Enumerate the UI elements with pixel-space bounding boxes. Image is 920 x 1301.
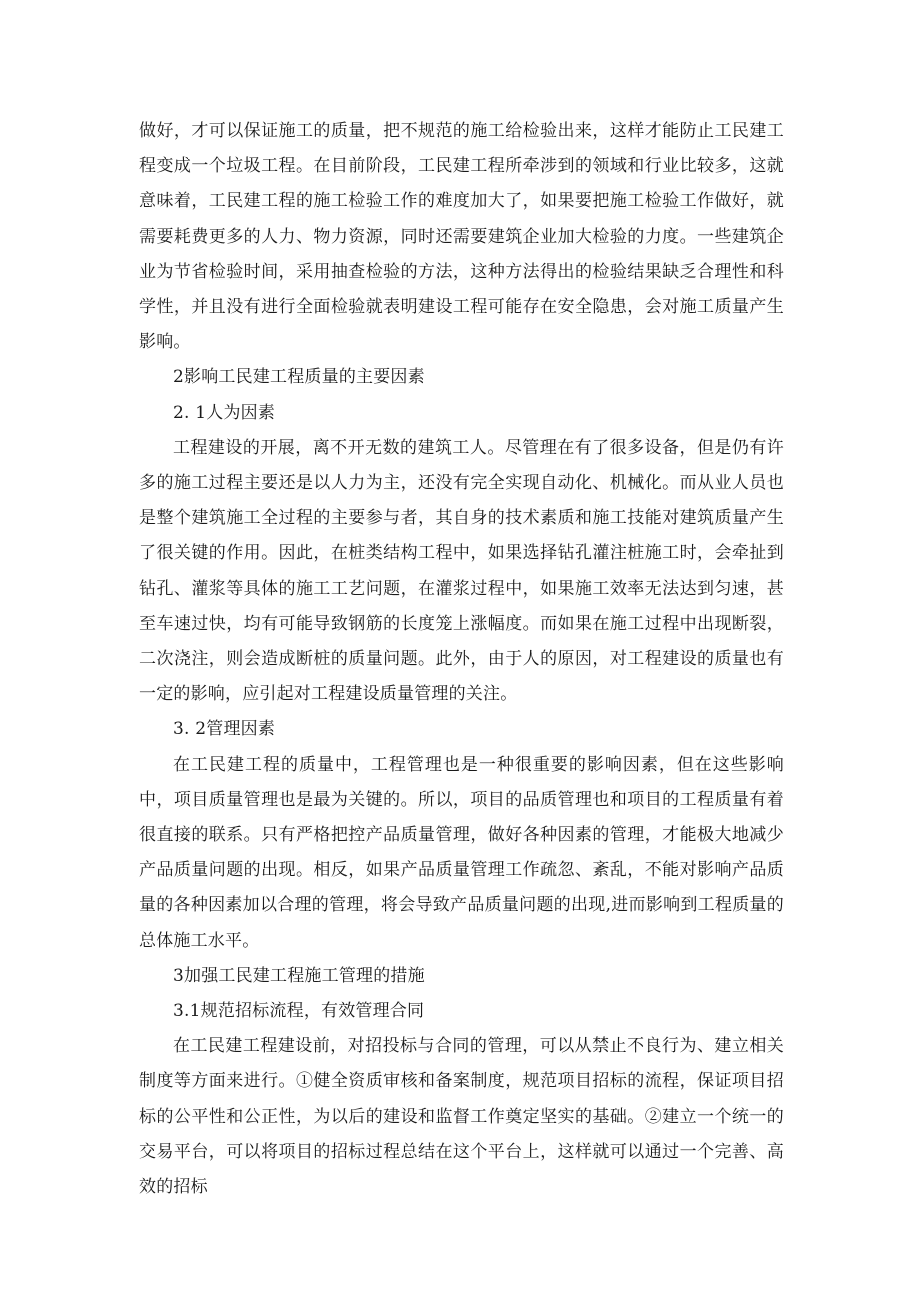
- continuation-paragraph: 做好，才可以保证施工的质量，把不规范的施工给检验出来，这样才能防止工民建工程变成一个垃圾工程。在目前阶段，工民建工程所牵涉到的领域和行业比较多，这就意味着，工民建工程的施工检验工作的难度加大了，如果要把施工检验工作做好，就需要耗费更多的人力、物力资源，同时还需要建筑企业加大检验的力度。一些建筑企业为节省检验时间，采用抽查检验的方法，这种方法得出的检验结果缺乏合理性和科学性，并且没有进行全面检验就表明建设工程可能存在安全隐患，会对施工质量产生影响。: [139, 121, 784, 353]
- subsection-heading-3-1: 3.1规范招标流程，有效管理合同: [173, 1001, 425, 1022]
- body-paragraph-human-factors: 工程建设的开展，离不开无数的建筑工人。尽管理在有了很多设备，但是仍有许多的施工过程主要还是以人力为主，还没有完全实现自动化、机械化。而从业人员也是整个建筑施工全过程的主要参与者，其自身的技术素质和施工技能对建筑质量产生了很关键的作用。因此，在桩类结构工程中，如果选择钻孔灌注桩施工时，会牵扯到钻孔、灌浆等具体的施工工艺问题，在灌浆过程中，如果施工效率无法达到匀速，甚至车速过快，均有可能导致钢筋的长度笼上涨幅度。而如果在施工过程中出现断裂，二次浇注，则会造成断桩的质量问题。此外，由于人的原因，对工程建设的质量也有一定的影响，应引起对工程建设质量管理的关注。: [139, 437, 784, 705]
- document-body: [139, 114, 784, 1205]
- section-heading-3: 3加强工民建工程施工管理的措施: [173, 965, 425, 986]
- subsection-heading-3-2: 3. 2管理因素: [173, 719, 276, 740]
- body-paragraph-management-factors: 在工民建工程的质量中，工程管理也是一种很重要的影响因素，但在这些影响中，项目质量管理也是最为关键的。所以，项目的品质管理也和项目的工程质量有着很直接的联系。只有严格把控产品质量管理，做好各种因素的管理，才能极大地减少产品质量问题的出现。相反，如果产品质量管理工作疏忽、紊乱，不能对影响产品质量的各种因素加以合理的管理，将会导致产品质量问题的出现,进而影响到工程质量的总体施工水平。: [139, 754, 784, 951]
- subsection-heading-2-1: 2. 1人为因素: [173, 402, 276, 423]
- body-paragraph-bidding: 在工民建工程建设前，对招投标与合同的管理，可以从禁止不良行为、建立相关制度等方面来进行。①健全资质审核和备案制度，规范项目招标的流程，保证项目招标的公平性和公正性，为以后的建设和监督工作奠定坚实的基础。②建立一个统一的交易平台，可以将项目的招标过程总结在这个平台上，这样就可以通过一个完善、高效的招标: [139, 1036, 784, 1198]
- section-heading-2: 2影响工民建工程质量的主要因素: [173, 367, 425, 388]
